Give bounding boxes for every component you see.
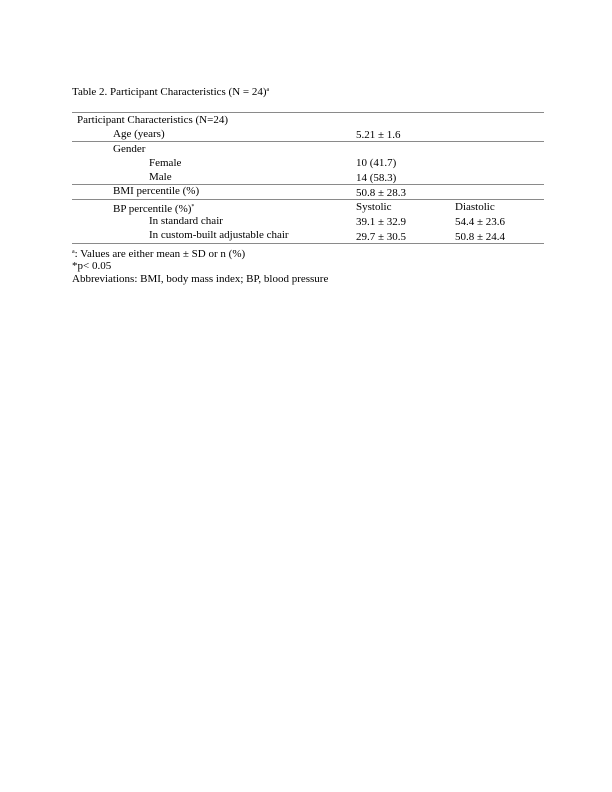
custom-chair-systolic: 29.7 ± 30.5 [356,231,407,243]
footnote-a-marker: a [72,249,75,255]
bp-label [113,201,194,216]
table-caption-text: Table 2. Participant Characteristics (N = 24) [72,86,267,98]
standard-chair-diastolic: 54.4 ± 23.6 [455,216,506,228]
footnote-p: *p< 0.05 [72,260,112,272]
footnote-a-text: : Values are either mean ± SD or n (%) [74,248,246,260]
row-rule-bmi [72,199,544,200]
bp-footnote-marker: * [191,204,195,210]
standard-chair-systolic: 39.1 ± 32.9 [356,216,407,228]
age-label: Age (years) [113,128,165,140]
table-top-rule [72,112,544,113]
table-header: Participant Characteristics (N=24) [77,114,228,126]
standard-chair-label: In standard chair [149,215,223,227]
abbreviations-note: Abbreviations: BMI, body mass index; BP, blood pressure [72,273,329,285]
male-value: 14 (58.3) [356,172,397,184]
bmi-label: BMI percentile (%) [113,185,200,197]
table-caption [72,86,269,98]
gender-label: Gender [113,143,146,155]
diastolic-header: Diastolic [455,201,495,213]
female-label: Female [149,157,182,169]
custom-chair-label: In custom-built adjustable chair [149,229,289,241]
table-caption-footnote-marker: a [266,87,270,93]
female-value: 10 (41.7) [356,157,397,169]
male-label: Male [149,171,172,183]
footnote-a [72,246,245,261]
age-value: 5.21 ± 1.6 [356,129,401,141]
custom-chair-diastolic: 50.8 ± 24.4 [455,231,506,243]
bp-label-text: BP percentile (%) [113,203,192,215]
systolic-header: Systolic [356,201,392,213]
row-rule-age [72,141,544,142]
bmi-value: 50.8 ± 28.3 [356,187,407,199]
table-bottom-rule [72,243,544,244]
